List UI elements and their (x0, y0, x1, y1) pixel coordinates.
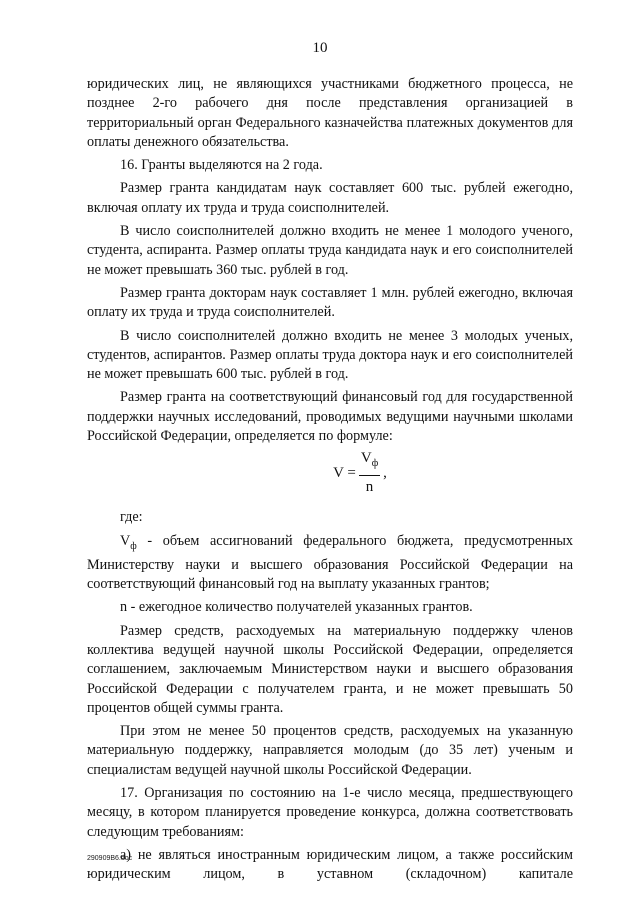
formula-trail: , (383, 464, 387, 481)
paragraph: Размер средств, расходуемых на материальную поддержку членов коллектива ведущей научной школы Российской Федерации, определяется соглашением, заключаемым Министерством науки и высшего образования Российской Федерации с получателем гранта, и не может превышать 50 процентов общей суммы гранта. (87, 622, 573, 716)
page-number: 10 (312, 40, 328, 56)
paragraph-subitem-a: а) не являться иностранным юридическим лицом, а также российским юридическим лицом, в уставном (складочном) капитале (87, 846, 573, 883)
definition-v: $V_ф$ - объем ассигнований федерального бюджета, предусмотренных Министерству науки и высшего образования Российской Федерации на соответствующий финансовый год на выплату указанных грантов; (87, 532, 573, 593)
file-name-footer: 290909В6.doc (87, 855, 133, 862)
paragraph: В число соисполнителей должно входить не менее 3 молодых ученых, студентов, аспирантов. Размер оплаты труда доктора наук и его соисполнителей не может превышать 600 тыс. рублей в год. (87, 327, 573, 383)
paragraph-item-16: 16. Гранты выделяются на 2 года. (120, 157, 323, 174)
formula-denominator: n (365, 479, 374, 496)
paragraph: В число соисполнителей должно входить не менее 1 молодого ученого, студента, аспиранта. Размер оплаты труда кандидата наук и его соисполнителей не может превышать 360 тыс. рублей в год. (87, 223, 573, 278)
paragraph-continuation: юридических лиц, не являющихся участниками бюджетного процесса, не позднее 2-го рабочего дня после представления организацией в территориальный орган Федерального казначейства платежных документов для оплаты денежного обязательства. (87, 76, 573, 150)
paragraph: Размер гранта кандидатам наук составляет 600 тыс. рублей ежегодно, включая оплату их труда и труда соисполнителей. (87, 180, 573, 216)
definition-n: n - ежегодное количество получателей указанных грантов. (120, 599, 473, 616)
paragraph: При этом не менее 50 процентов средств, расходуемых на указанную материальную поддержку, направляется молодым (до 35 лет) ученым и специалистам ведущей научной школы Российской Федерации. (87, 723, 573, 778)
paragraph: Размер гранта докторам наук составляет 1 млн. рублей ежегодно, включая оплату их труда и труда соисполнителей. (87, 284, 573, 321)
formula-numerator: $V_ф$ (359, 449, 380, 476)
where-label: где: (120, 509, 143, 526)
formula-lhs: V = (333, 464, 356, 481)
paragraph: Размер гранта на соответствующий финансовый год для государственной поддержки научных исследований, проводимых ведущими научными школами Российской Федерации, определяется по формуле: (87, 389, 573, 445)
formula-fraction (359, 449, 380, 498)
paragraph-item-17: 17. Организация по состоянию на 1-е число месяца, предшествующего месяцу, в котором планируется проведение конкурса, должна соответствовать следующим требованиям: (87, 785, 573, 840)
document-body (87, 75, 573, 889)
grant-formula (147, 450, 573, 496)
